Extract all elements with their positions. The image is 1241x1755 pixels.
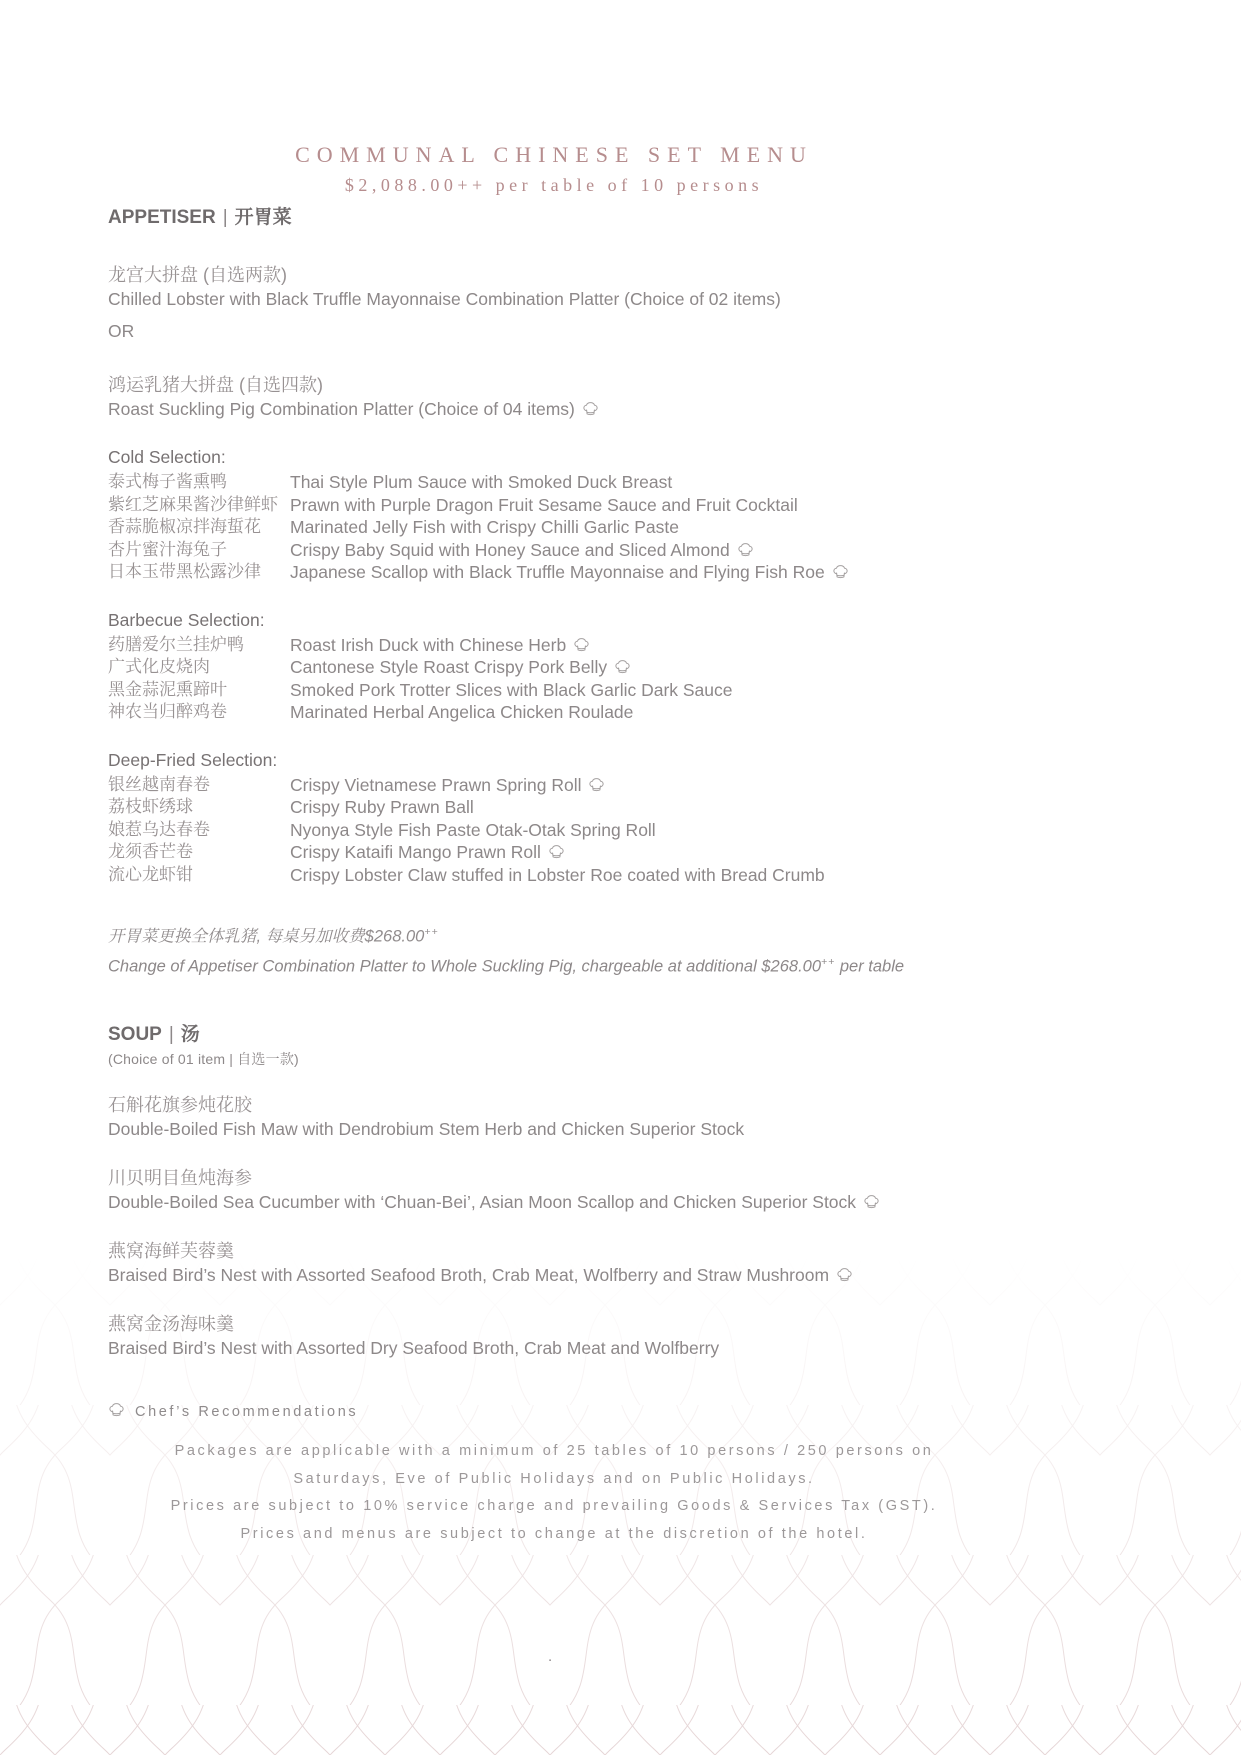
dish-name-zh: 泰式梅子酱熏鸭 (108, 472, 227, 491)
platter-option-1 (108, 263, 1000, 311)
note-en-post: per table (835, 957, 905, 975)
dish-name-zh: 杏片蜜汁海兔子 (108, 539, 227, 559)
dish-name-zh: 龙宫大拼盘 (自选两款) (108, 265, 287, 285)
chef-recommendation-legend (108, 1402, 1000, 1422)
dish-name-zh: 龙须香芒卷 (108, 842, 193, 861)
dish-row (108, 471, 1000, 494)
dish-name-en: Roast Irish Duck with Chinese Herb (290, 634, 590, 657)
soup-heading-en: SOUP (108, 1024, 162, 1045)
dish-name-zh: 流心龙虾钳 (108, 864, 193, 884)
dish-row (108, 864, 1000, 887)
dish-name-zh: 广式化皮烧肉 (108, 657, 210, 676)
dish-row (108, 539, 1000, 562)
dish-name-en: Braised Bird’s Nest with Assorted Seafood Broth, Crab Meat, Wolfberry and Straw Mushroom (108, 1263, 1000, 1287)
soup-items (108, 1093, 1000, 1360)
menu-title-text: COMMUNAL CHINESE SET MENU (295, 142, 813, 167)
note-en-sup: ++ (821, 955, 836, 968)
dish-name-zh: 紫红芝麻果酱沙律鲜虾 (108, 494, 278, 514)
appetiser-heading-zh: 开胃菜 (234, 207, 292, 228)
appetiser-heading (108, 206, 1000, 230)
dish-row (108, 494, 1000, 517)
note-en-text: Change of Appetiser Combination Platter to Whole Suckling Pig, chargeable at additional $268.00 (108, 957, 822, 975)
selection-title: Barbecue Selection: (108, 609, 265, 630)
chef-hat-icon (836, 1267, 853, 1284)
dish-name-zh: 日本玉带黑松露沙律 (108, 562, 261, 581)
chef-hat-icon (588, 777, 605, 794)
dish-name-en: Double-Boiled Sea Cucumber with ‘Chuan-Bei’, Asian Moon Scallop and Chicken Superior Stock (108, 1190, 1000, 1214)
dish-name-zh: 川贝明目鱼炖海参 (108, 1168, 252, 1188)
dish-name-en: Cantonese Style Roast Crispy Pork Belly (290, 656, 631, 679)
dish-row (108, 516, 1000, 539)
appetiser-heading-en: APPETISER (108, 207, 216, 228)
menu-content (108, 0, 1000, 1548)
chef-legend-label: Chef’s Recommendations (135, 1404, 359, 1420)
dish-row (108, 679, 1000, 702)
dish-row (108, 796, 1000, 819)
dish-row (108, 774, 1000, 797)
chef-hat-icon (614, 659, 631, 676)
dish-name-en: Crispy Ruby Prawn Ball (290, 797, 474, 817)
dish-name-zh: 神农当归醉鸡卷 (108, 702, 227, 721)
dish-name-en: Marinated Herbal Angelica Chicken Roulade (290, 702, 634, 722)
footer-note-line: Prices and menus are subject to change at the discretion of the hotel. (240, 1525, 868, 1542)
dish-name-zh: 燕窝金汤海味羹 (108, 1314, 234, 1334)
selection-block (108, 609, 1000, 724)
dish-name-en: Smoked Pork Trotter Slices with Black Garlic Dark Sauce (290, 679, 733, 700)
dish-name-en: Marinated Jelly Fish with Crispy Chilli Garlic Paste (290, 517, 679, 537)
note-zh-sup: ++ (424, 926, 439, 938)
dish-name-en: Crispy Vietnamese Prawn Spring Roll (290, 774, 605, 797)
dish-name-zh: 银丝越南春卷 (108, 774, 210, 794)
appetiser-note-zh (108, 920, 1000, 950)
chef-hat-icon (863, 1194, 880, 1211)
appetiser-selections (108, 446, 1000, 886)
dish-name-zh: 娘惹乌达春卷 (108, 819, 210, 839)
soup-item (108, 1166, 1000, 1214)
chef-hat-icon (573, 637, 590, 654)
page-dot: . (548, 1648, 553, 1665)
dish-name-en: Double-Boiled Fish Maw with Dendrobium Stem Herb and Chicken Superior Stock (108, 1119, 745, 1139)
chef-hat-slot (575, 399, 599, 419)
dish-name-zh: 鸿运乳猪大拼盘 (自选四款) (108, 375, 323, 395)
dish-name-en: Braised Bird’s Nest with Assorted Dry Seafood Broth, Crab Meat and Wolfberry (108, 1338, 720, 1358)
dish-row (108, 841, 1000, 864)
dish-row (108, 819, 1000, 842)
soup-heading-zh: 汤 (180, 1024, 200, 1045)
chef-hat-icon (737, 542, 754, 559)
dish-name-en: Japanese Scallop with Black Truffle Mayonnaise and Flying Fish Roe (290, 561, 849, 584)
selection-block (108, 446, 1000, 584)
soup-item (108, 1093, 1000, 1141)
or-label: OR (108, 321, 135, 341)
dish-name-zh: 香蒜脆椒凉拌海蜇花 (108, 517, 261, 536)
dish-row (108, 561, 1000, 584)
note-zh-text: 开胃菜更换全体乳猪, 每桌另加收费$268.00 (108, 927, 425, 946)
soup-item (108, 1239, 1000, 1287)
footer-notes (108, 1438, 1000, 1548)
chef-hat-legend-slot (108, 1402, 135, 1422)
chef-hat-icon (832, 564, 849, 581)
dish-row (108, 634, 1000, 657)
dish-row (108, 701, 1000, 724)
dish-name-en-text: Roast Suckling Pig Combination Platter (Choice of 04 items) (108, 399, 575, 419)
dish-name-en: Crispy Kataifi Mango Prawn Roll (290, 841, 565, 864)
soup-item (108, 1312, 1000, 1360)
platter-option-2 (108, 373, 1000, 421)
heading-separator: | (168, 1024, 174, 1045)
dish-name-en (108, 397, 1000, 421)
dish-name-zh: 燕窝海鲜芙蓉羹 (108, 1241, 234, 1261)
footer-note-line: Saturdays, Eve of Public Holidays and on Public Holidays. (293, 1470, 815, 1487)
footer-note-line: Packages are applicable with a minimum of 25 tables of 10 persons / 250 persons on (174, 1443, 934, 1459)
chef-hat-icon (108, 1402, 125, 1419)
heading-separator: | (222, 207, 228, 228)
menu-title (108, 142, 1000, 196)
dish-name-zh: 药膳爱尔兰挂炉鸭 (108, 634, 244, 654)
dish-name-zh: 黑金蒜泥熏蹄叶 (108, 679, 227, 699)
dish-name-en: Crispy Baby Squid with Honey Sauce and Sliced Almond (290, 539, 754, 562)
chef-hat-icon (548, 844, 565, 861)
dish-name-en: Nyonya Style Fish Paste Otak-Otak Spring Roll (290, 819, 656, 840)
selection-block (108, 749, 1000, 887)
dish-name-en: Crispy Lobster Claw stuffed in Lobster Roe coated with Bread Crumb (290, 864, 825, 885)
footer-note-line: Prices are subject to 10% service charge and prevailing Goods & Services Tax (GST). (170, 1498, 938, 1514)
dish-row (108, 656, 1000, 679)
selection-title: Cold Selection: (108, 447, 226, 467)
dish-name-en: Prawn with Purple Dragon Fruit Sesame Sauce and Fruit Cocktail (290, 494, 798, 515)
dish-name-en: Chilled Lobster with Black Truffle Mayonnaise Combination Platter (Choice of 02 items) (108, 289, 781, 309)
menu-price-line: $2,088.00++ per table of 10 persons (344, 175, 764, 195)
soup-choice-note: (Choice of 01 item | 自选一款) (108, 1051, 299, 1067)
selection-title: Deep-Fried Selection: (108, 749, 278, 770)
dish-name-en: Thai Style Plum Sauce with Smoked Duck Breast (290, 472, 673, 492)
dish-name-zh: 荔枝虾绣球 (108, 797, 193, 816)
appetiser-note (108, 920, 1000, 979)
dish-name-zh: 石斛花旗参炖花胶 (108, 1095, 252, 1115)
soup-heading (108, 1023, 1000, 1047)
chef-hat-icon (582, 401, 599, 418)
appetiser-note-en (108, 950, 1000, 980)
